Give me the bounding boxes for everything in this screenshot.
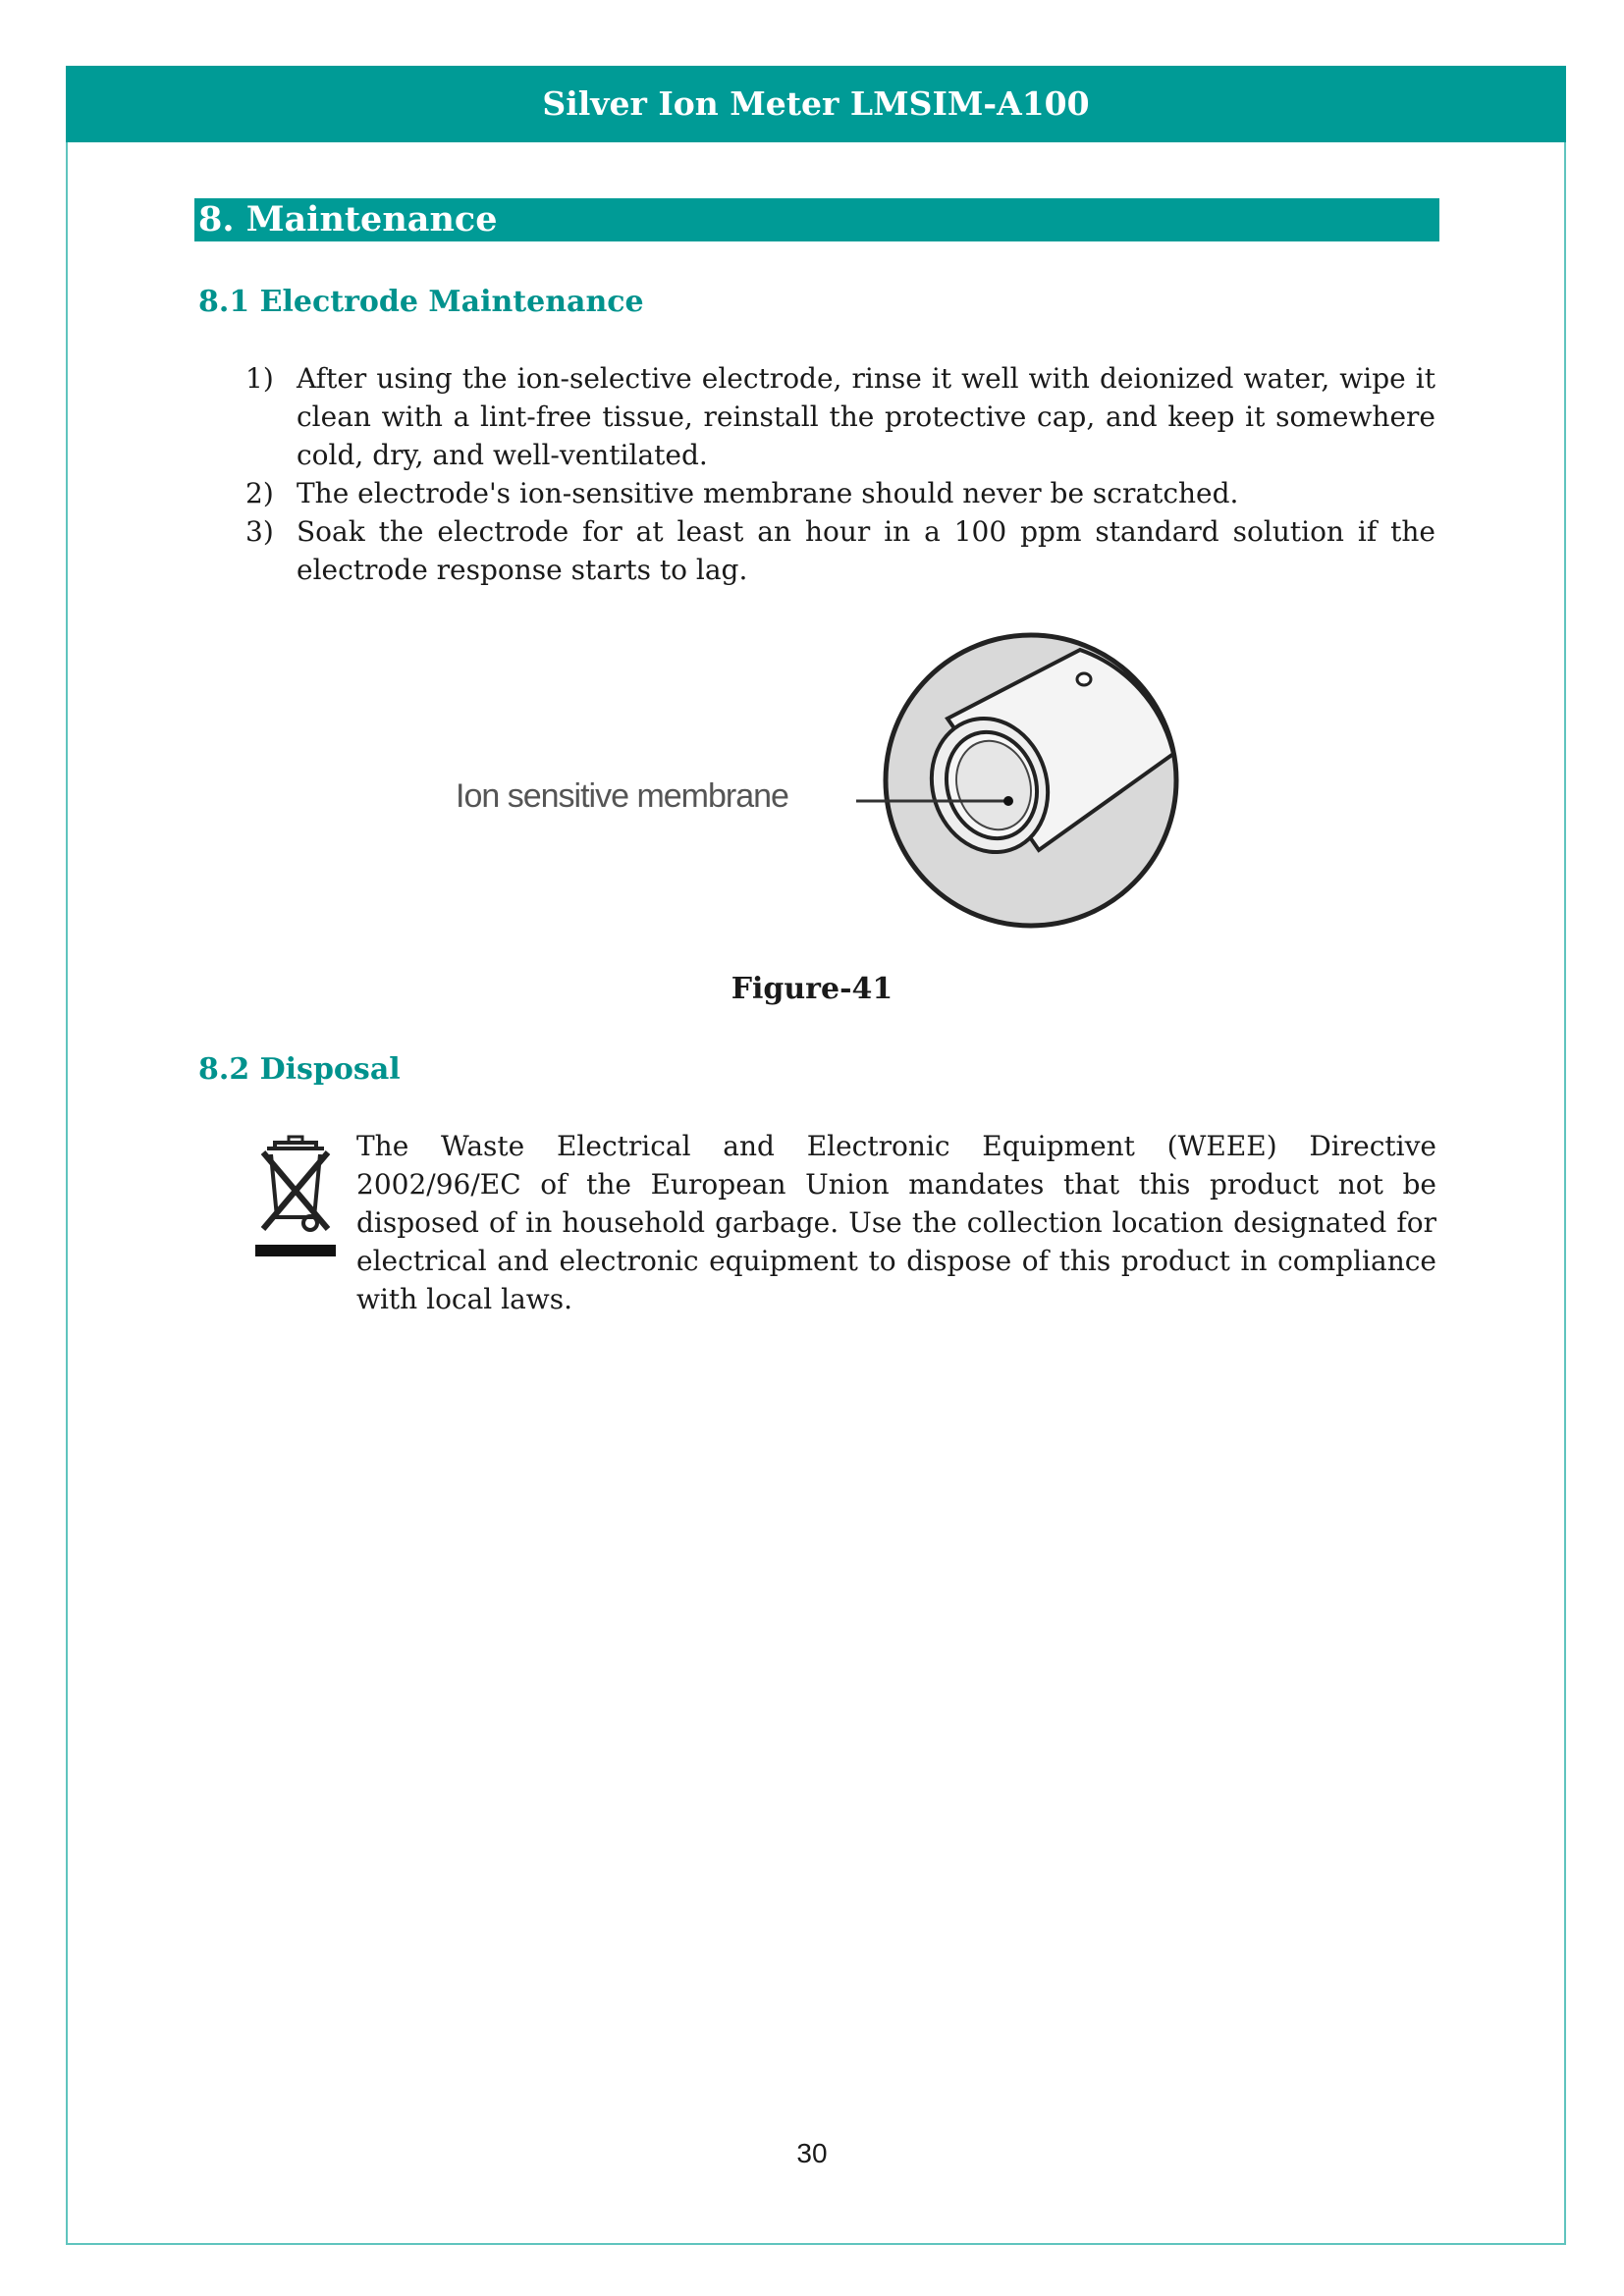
weee-crossed-bin-icon (253, 1135, 338, 1262)
maintenance-list (245, 359, 1435, 589)
label-pointer-dot (1003, 796, 1013, 806)
subsection-heading-disposal: 8.2 Disposal (198, 1052, 401, 1087)
list-item-number: 2) (245, 477, 274, 509)
disposal-paragraph: The Waste Electrical and Electronic Equipment (WEEE) Directive 2002/96/EC of the European Union mandates that this product not be disposed of in household garbage. Use the collection location designated for electrical and electronic equipment to dispose of this product in compliance with local laws. (356, 1130, 1436, 1315)
subsection-heading-electrode-maintenance: 8.1 Electrode Maintenance (198, 285, 644, 319)
figure-caption: Figure-41 (731, 972, 893, 1006)
section-title: 8. Maintenance (194, 198, 1439, 241)
page-number: 30 (796, 2138, 828, 2168)
list-item-text: After using the ion-selective electrode, rinse it well with deionized water, wipe it clean with a lint-free tissue, reinstall the protective cap, and keep it somewhere cold, dry, and well-ventilated. (297, 362, 1435, 471)
list-item-text: Soak the electrode for at least an hour in a 100 ppm standard solution if the electrode response starts to lag. (297, 515, 1435, 586)
list-item-number: 1) (245, 362, 274, 395)
list-item (245, 474, 1435, 512)
electrode-membrane-figure (452, 628, 1198, 942)
list-item (245, 359, 1435, 474)
list-item (245, 512, 1435, 589)
figure-label: Ion sensitive membrane (456, 777, 788, 815)
list-item-text: The electrode's ion-sensitive membrane should never be scratched. (297, 477, 1239, 509)
document-header: Silver Ion Meter LMSIM-A100 (66, 66, 1566, 142)
list-item-number: 3) (245, 515, 274, 548)
electrode-hole (1077, 673, 1091, 685)
